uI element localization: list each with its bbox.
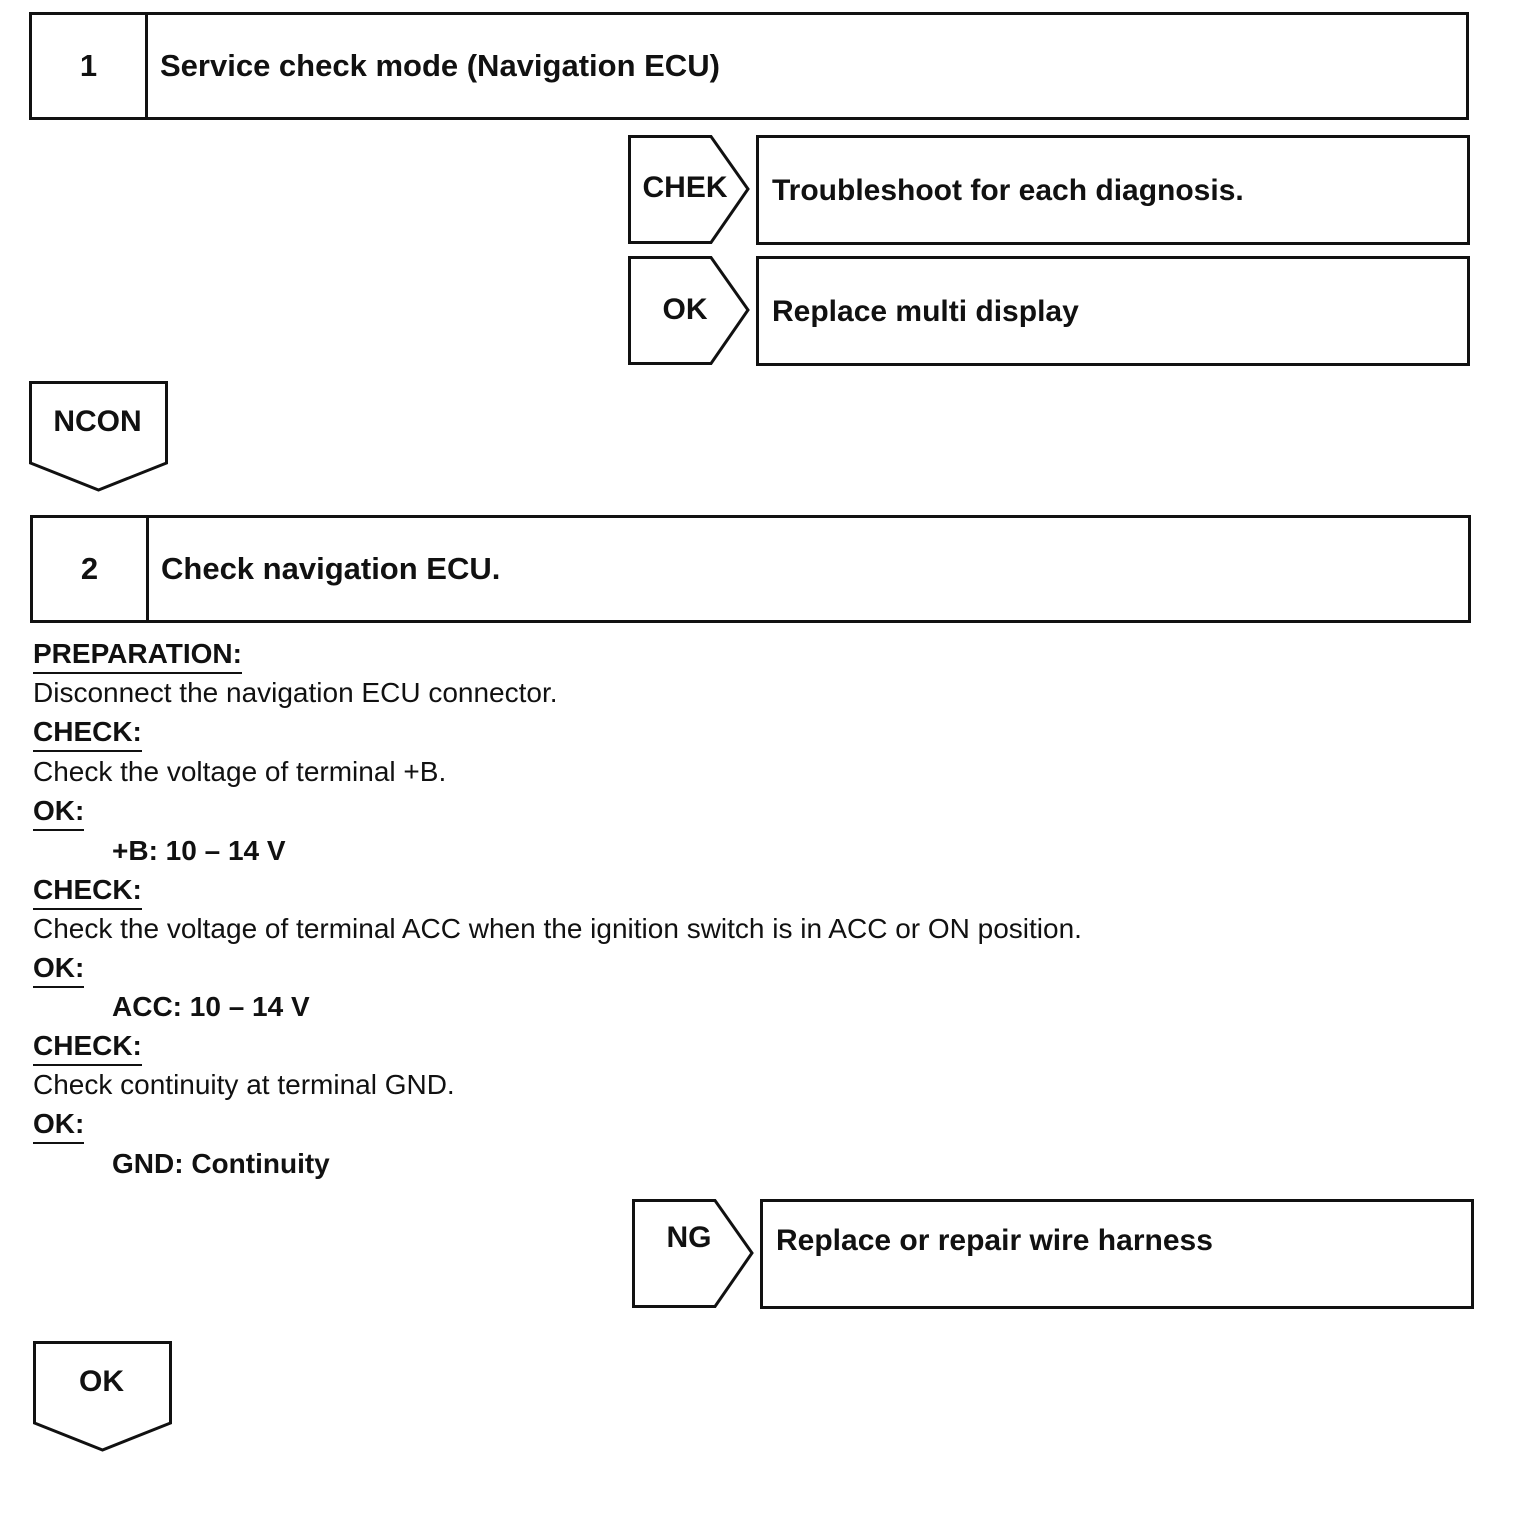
step-1-title: Service check mode (Navigation ECU) bbox=[160, 48, 720, 83]
step-2-number: 2 bbox=[33, 518, 149, 620]
ng-result-text: Replace or repair wire harness bbox=[776, 1224, 1213, 1257]
chek-result-text: Troubleshoot for each diagnosis. bbox=[772, 174, 1244, 207]
ok-down-label: OK bbox=[79, 1365, 124, 1398]
preparation-text: Disconnect the navigation ECU connector. bbox=[33, 677, 558, 708]
step-1-box bbox=[29, 12, 1469, 120]
ok-1-heading: OK: bbox=[33, 793, 84, 831]
chek-label: CHEK bbox=[642, 171, 728, 204]
step-1-number: 1 bbox=[32, 15, 148, 117]
chek-result-box bbox=[756, 135, 1470, 245]
step-2-box bbox=[30, 515, 1471, 623]
check-3-heading: CHECK: bbox=[33, 1028, 142, 1066]
check-2-heading: CHECK: bbox=[33, 872, 142, 910]
preparation-heading: PREPARATION: bbox=[33, 636, 242, 674]
check-3-text: Check continuity at terminal GND. bbox=[33, 1069, 455, 1100]
check-1-text: Check the voltage of terminal +B. bbox=[33, 756, 447, 787]
ok-1-spec: +B: 10 – 14 V bbox=[112, 835, 286, 866]
ok-3-spec: GND: Continuity bbox=[112, 1148, 330, 1179]
ok-2-spec: ACC: 10 – 14 V bbox=[112, 991, 310, 1022]
ng-label: NG bbox=[666, 1221, 712, 1254]
ok-3-heading: OK: bbox=[33, 1106, 84, 1144]
step-2-title: Check navigation ECU. bbox=[161, 551, 501, 586]
check-2-text: Check the voltage of terminal ACC when the ignition switch is in ACC or ON position. bbox=[33, 913, 1082, 944]
ok-2-heading: OK: bbox=[33, 950, 84, 988]
ok-label: OK bbox=[662, 293, 708, 326]
ncon-label: NCON bbox=[53, 405, 142, 438]
check-1-heading: CHECK: bbox=[33, 714, 142, 752]
ok-result-text: Replace multi display bbox=[772, 295, 1079, 328]
ng-result-box bbox=[760, 1199, 1474, 1309]
ok-result-box bbox=[756, 256, 1470, 366]
